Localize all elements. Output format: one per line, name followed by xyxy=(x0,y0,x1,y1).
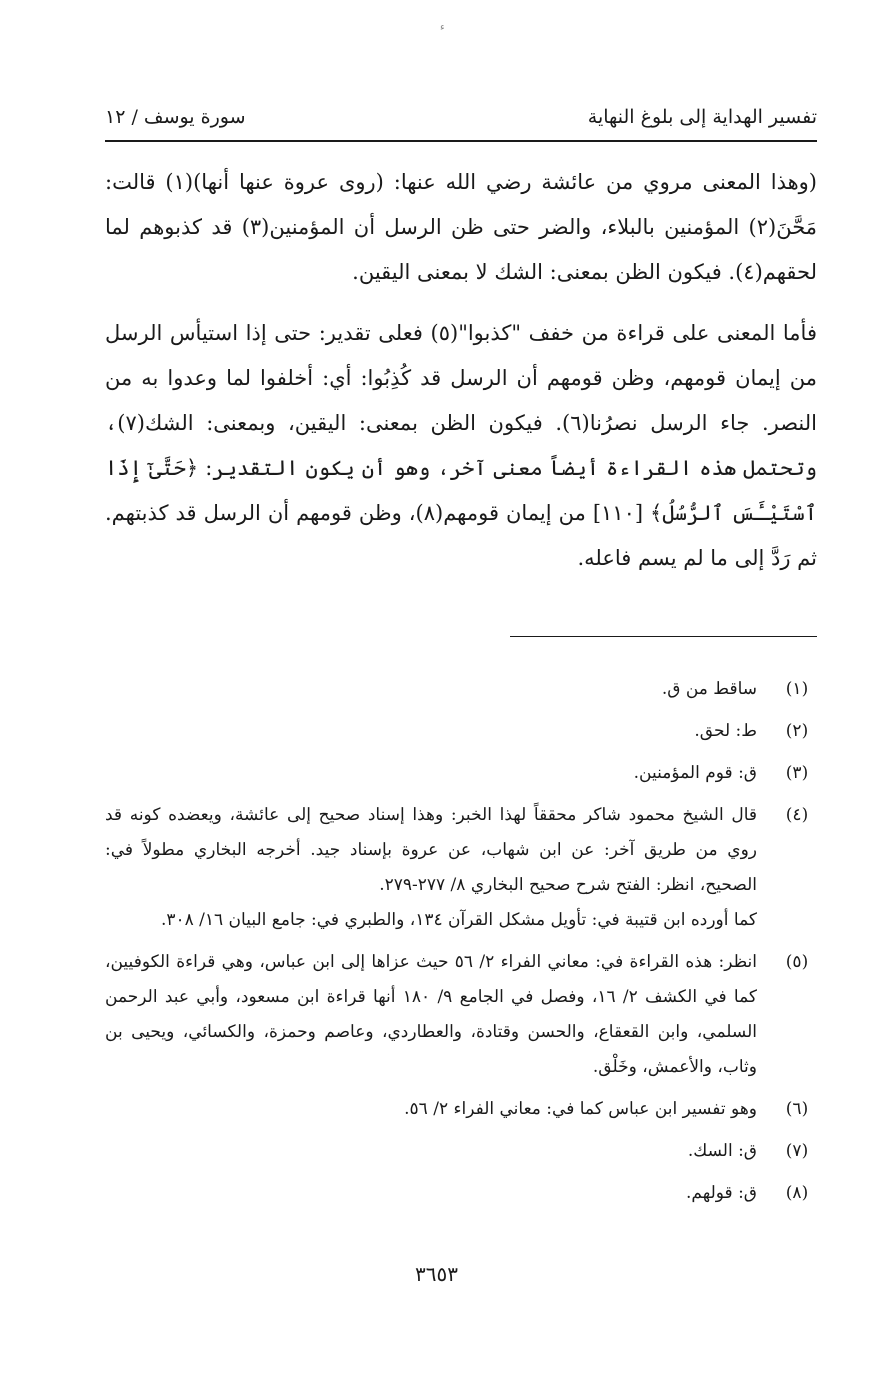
footnote-text: ق: قوم المؤمنين. xyxy=(633,763,757,783)
footnote-number: (٨) xyxy=(785,1183,809,1203)
top-mark: ء xyxy=(440,22,445,33)
footnote-text: ساقط من ق. xyxy=(661,679,757,699)
main-text xyxy=(105,160,817,581)
footnote xyxy=(105,1092,817,1127)
footnote xyxy=(105,756,817,791)
footnote-number: (٤) xyxy=(785,805,809,825)
footnote-number: (٥) xyxy=(785,952,809,972)
footnote-divider xyxy=(510,636,817,637)
footnote-text: ق: قولهم. xyxy=(686,1183,757,1203)
footnote xyxy=(105,798,817,938)
running-header xyxy=(105,100,817,142)
footnote-number: (٧) xyxy=(785,1141,809,1161)
footnote-text: ط: لحق. xyxy=(694,721,757,741)
sura-label: سورة يوسف / ١٢ xyxy=(105,106,246,128)
footnote xyxy=(105,1176,817,1211)
footnote-number: (٢) xyxy=(785,721,809,741)
footnote xyxy=(105,714,817,749)
footnote-continuation: كما أورده ابن قتيبة في: تأويل مشكل القرآن ١٣٤، والطبري في: جامع البيان ١٦/ ٣٠٨. xyxy=(160,910,757,930)
paragraph: (وهذا المعنى مروي من عائشة رضي الله عنها: (روى عروة عنها أنها)(١) قالت: مَحَّنَ(٢) المؤمنين بالبلاء، والضر حتى ظن الرسل أن المؤمنين(٣) قد كذبوهم لما لحقهم(٤). فيكون الظن بمعنى: الشك لا بمعنى اليقين. xyxy=(105,170,817,284)
footnote xyxy=(105,672,817,707)
footnote xyxy=(105,945,817,1085)
footnote-number: (٦) xyxy=(785,1099,809,1119)
footnote-text: قال الشيخ محمود شاكر محققاً لهذا الخبر: وهذا إسناد صحيح إلى عائشة، ويعضده كونه قد روي من طريق آخر: عن ابن شهاب، عن عروة بإسناد جيد. أخرجه البخاري مطولاً في: الصحيح، انظر: الفتح شرح صحيح البخاري ٨/ ٢٧٧-٢٧٩. xyxy=(105,805,757,895)
footnotes-list xyxy=(105,672,817,1218)
footnote-text: وهو تفسير ابن عباس كما في: معاني الفراء ٢/ ٥٦. xyxy=(404,1099,757,1119)
paragraph: فأما المعنى على قراءة من خفف "كذبوا"(٥) فعلى تقدير: حتى إذا استيأس الرسل من إيمان قومهم، وظن قومهم أن الرسل قد كُذِبُوا: أي: أخلفوا لما وعدوا به من النصر. جاء الرسل نصرُنا(٦). فيكون الظن بمعنى: اليقين، وبمعنى: الشك(٧)، وتحتمل هذه القراءة أيضاً معنى آخر، وهو أن يكون التقدير: ﴿حَتَّىٰٓ إِذَا ٱسْتَيْـَٔسَ ٱلرُّسُلُ﴾ [١١٠] من إيمان قومهم(٨)، وظن قومهم أن الرسل قد كذبتهم. ثم رَدَّ إلى ما لم يسم فاعله. xyxy=(105,321,818,570)
footnote-text: ق: السك. xyxy=(687,1141,757,1161)
footnote-text: انظر: هذه القراءة في: معاني الفراء ٢/ ٥٦ حيث عزاها إلى ابن عباس، وهي قراءة الكوفيين، كما في الكشف ٢/ ١٦، وفصل في الجامع ٩/ ١٨٠ أنها قراءة ابن مسعود، وأبي عبد الرحمن السلمي، وابن القعقاع، والحسن وقتادة، والعطاردي، وعاصم وحمزة، والكسائي، ويحيى بن وثاب، والأعمش، وخَلْق. xyxy=(105,952,757,1077)
book-title: تفسير الهداية إلى بلوغ النهاية xyxy=(587,106,817,128)
footnote-number: (٣) xyxy=(785,763,809,783)
page-number: ٣٦٥٣ xyxy=(415,1262,458,1286)
footnote xyxy=(105,1134,817,1169)
footnote-number: (١) xyxy=(785,679,809,699)
